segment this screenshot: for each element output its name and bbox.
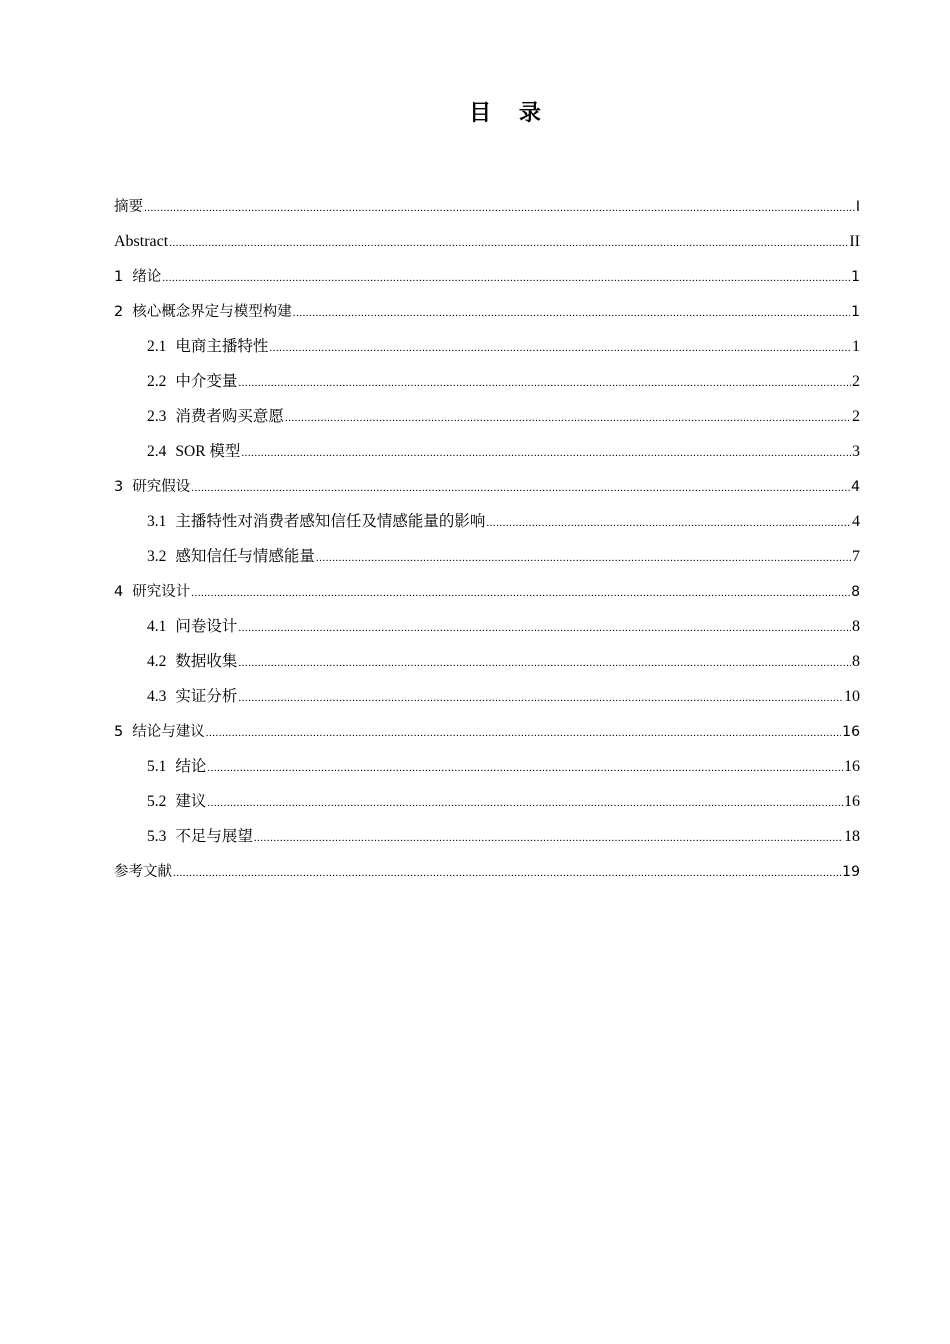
toc-entry-number: 2.2 <box>147 373 167 390</box>
toc-dot-leader <box>254 824 843 852</box>
toc-page-number: I <box>855 199 860 215</box>
toc-page-number: 8 <box>851 584 860 600</box>
toc-page-number: 8 <box>852 653 860 670</box>
toc-entry-number: 3 <box>114 479 124 495</box>
toc-entry-number: 5.2 <box>147 793 167 810</box>
toc-entry-text: 电商主播特性 <box>175 338 269 355</box>
toc-entry-abstract-cn[interactable] <box>114 193 860 228</box>
toc-page-number: 16 <box>844 758 860 775</box>
toc-page-number: 7 <box>852 548 860 565</box>
toc-entry-section-5-2[interactable] <box>114 788 860 823</box>
toc-entry-number: 1 <box>114 269 124 285</box>
toc-entry-number: 2.1 <box>147 338 167 355</box>
toc-page-number: 16 <box>844 793 860 810</box>
toc-entry-number: 2.3 <box>147 408 167 425</box>
toc-entry-chapter-2[interactable] <box>114 298 860 333</box>
table-of-contents <box>114 193 860 893</box>
toc-entry-section-5-3[interactable] <box>114 823 860 858</box>
toc-entry-text: 数据收集 <box>175 653 238 670</box>
toc-dot-leader <box>207 754 843 782</box>
toc-entry-text: 不足与展望 <box>175 828 253 845</box>
toc-entry-text: 主播特性对消费者感知信任及情感能量的影响 <box>175 513 486 530</box>
toc-entry-references[interactable] <box>114 858 860 893</box>
toc-entry-number: 4.2 <box>147 653 167 670</box>
toc-entry-chapter-5[interactable] <box>114 718 860 753</box>
toc-dot-leader <box>169 229 848 257</box>
toc-dot-leader <box>191 579 850 607</box>
toc-entry-text: 研究假设 <box>132 479 191 495</box>
toc-entry-text: 实证分析 <box>175 688 238 705</box>
toc-entry-section-3-1[interactable] <box>114 508 860 543</box>
toc-entry-section-3-2[interactable] <box>114 543 860 578</box>
toc-entry-text: 参考文献 <box>114 864 172 880</box>
toc-entry-section-2-2[interactable] <box>114 368 860 403</box>
toc-entry-text: 研究设计 <box>132 584 191 600</box>
toc-entry-chapter-4[interactable] <box>114 578 860 613</box>
toc-dot-leader <box>486 509 851 537</box>
toc-entry-text: Abstract <box>114 233 169 250</box>
toc-entry-section-2-3[interactable] <box>114 403 860 438</box>
toc-entry-text: SOR 模型 <box>175 443 241 460</box>
toc-dot-leader <box>316 544 851 572</box>
toc-dot-leader <box>269 334 851 362</box>
toc-page-number: 2 <box>852 373 860 390</box>
toc-title: 目 录 <box>469 101 551 126</box>
toc-page-number: 16 <box>842 724 860 740</box>
toc-page-number: 4 <box>852 513 860 530</box>
toc-entry-number: 4.3 <box>147 688 167 705</box>
toc-page-number: 4 <box>851 479 860 495</box>
toc-entry-chapter-1[interactable] <box>114 263 860 298</box>
toc-dot-leader <box>285 404 851 432</box>
toc-dot-leader <box>191 474 850 502</box>
toc-entry-text: 绪论 <box>132 269 162 285</box>
toc-entry-text: 消费者购买意愿 <box>175 408 284 425</box>
toc-entry-text: 核心概念界定与模型构建 <box>132 304 292 320</box>
toc-page-number: 19 <box>842 864 860 880</box>
toc-entry-text: 结论与建议 <box>132 724 205 740</box>
toc-dot-leader <box>238 649 851 677</box>
toc-entry-number: 4 <box>114 584 124 600</box>
toc-page-number: 1 <box>851 269 860 285</box>
toc-entry-number: 5.1 <box>147 758 167 775</box>
toc-page-number: II <box>849 233 860 250</box>
toc-entry-section-4-3[interactable] <box>114 683 860 718</box>
toc-dot-leader <box>173 859 841 887</box>
toc-entry-number: 5.3 <box>147 828 167 845</box>
toc-dot-leader <box>293 299 850 327</box>
toc-entry-abstract-en[interactable] <box>114 228 860 263</box>
toc-entry-text: 结论 <box>175 758 207 775</box>
toc-page-number: 8 <box>852 618 860 635</box>
toc-entry-section-4-1[interactable] <box>114 613 860 648</box>
toc-page-number: 10 <box>844 688 860 705</box>
toc-entry-section-4-2[interactable] <box>114 648 860 683</box>
toc-dot-leader <box>162 264 850 292</box>
toc-entry-text: 感知信任与情感能量 <box>175 548 315 565</box>
toc-entry-text: 中介变量 <box>175 373 238 390</box>
toc-entry-number: 5 <box>114 724 124 740</box>
toc-entry-number: 4.1 <box>147 618 167 635</box>
toc-dot-leader <box>238 614 851 642</box>
toc-entry-chapter-3[interactable] <box>114 473 860 508</box>
toc-dot-leader <box>238 684 843 712</box>
toc-entry-text: 建议 <box>175 793 207 810</box>
toc-dot-leader <box>144 194 855 222</box>
toc-entry-section-5-1[interactable] <box>114 753 860 788</box>
toc-entry-number: 3.2 <box>147 548 167 565</box>
toc-page-number: 2 <box>852 408 860 425</box>
toc-dot-leader <box>207 789 843 817</box>
toc-entry-text: 问卷设计 <box>175 618 238 635</box>
toc-entry-number: 2.4 <box>147 443 167 460</box>
toc-entry-section-2-4[interactable] <box>114 438 860 473</box>
toc-page-number: 1 <box>852 338 860 355</box>
toc-page-number: 18 <box>844 828 860 845</box>
toc-page-number: 3 <box>852 443 860 460</box>
toc-dot-leader <box>238 369 851 397</box>
toc-entry-text: 摘要 <box>114 199 143 215</box>
toc-entry-number: 2 <box>114 304 124 320</box>
toc-page-number: 1 <box>851 304 860 320</box>
toc-dot-leader <box>206 719 841 747</box>
toc-dot-leader <box>241 439 851 467</box>
toc-entry-section-2-1[interactable] <box>114 333 860 368</box>
toc-entry-number: 3.1 <box>147 513 167 530</box>
